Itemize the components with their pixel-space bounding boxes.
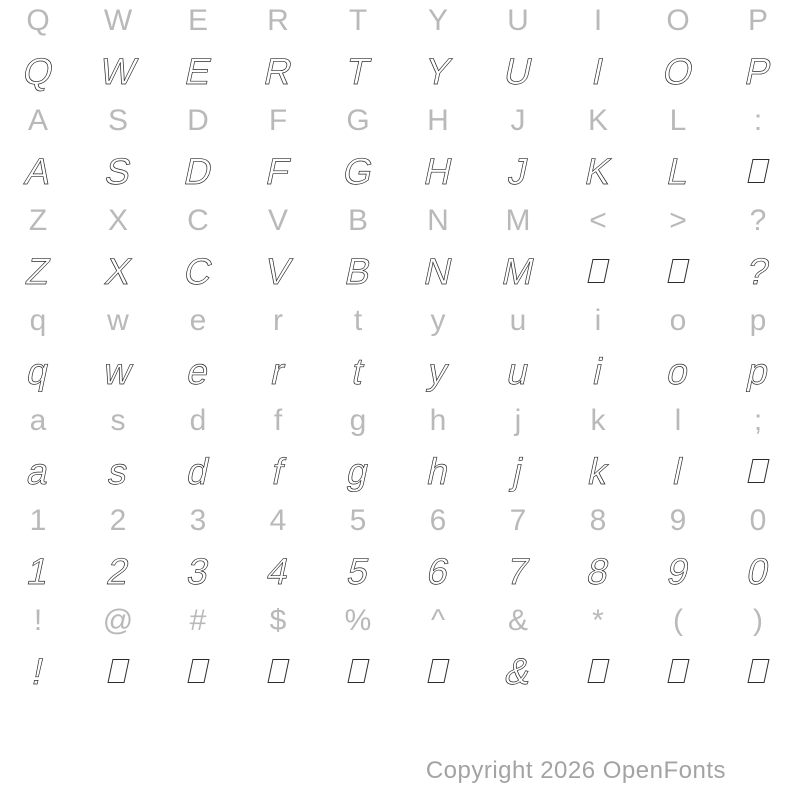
glyph-char: 3 — [183, 550, 213, 592]
glyph-cell — [0, 300, 78, 350]
glyph-cell — [398, 450, 478, 500]
glyph-char: u — [509, 304, 527, 337]
glyph-char: G — [339, 150, 377, 192]
glyph-cell — [718, 450, 798, 500]
glyph-char: O — [666, 4, 690, 37]
missing-glyph-box — [747, 459, 769, 483]
glyph-char: t — [348, 350, 368, 392]
glyph-cell — [238, 550, 318, 600]
glyph-char: # — [189, 604, 207, 637]
glyph-cell — [478, 150, 558, 200]
glyph-char: A — [27, 104, 48, 137]
glyph-char: ( — [673, 604, 683, 637]
glyph-char: p — [743, 350, 773, 392]
glyph-cell — [558, 300, 638, 350]
glyph-char: k — [584, 450, 612, 492]
glyph-char: 8 — [589, 504, 607, 537]
glyph-char: G — [346, 104, 370, 137]
glyph-cell — [478, 600, 558, 650]
glyph-cell — [638, 450, 718, 500]
glyph-cell — [718, 500, 798, 550]
glyph-char: P — [747, 4, 768, 37]
glyph-cell — [318, 450, 398, 500]
glyph-cell — [0, 500, 78, 550]
glyph-row-13-regular — [0, 600, 800, 650]
glyph-char: 7 — [509, 504, 527, 537]
glyph-cell — [718, 200, 798, 250]
glyph-char: y — [424, 350, 452, 392]
glyph-char: u — [503, 350, 533, 392]
glyph-cell — [238, 350, 318, 400]
glyph-cell — [78, 450, 158, 500]
glyph-char: 2 — [103, 550, 133, 592]
glyph-cell — [638, 550, 718, 600]
glyph-cell — [558, 500, 638, 550]
glyph-char: X — [101, 250, 135, 292]
glyph-cell — [638, 150, 718, 200]
glyph-cell — [398, 300, 478, 350]
glyph-char: y — [430, 304, 446, 337]
glyph-cell — [318, 250, 398, 300]
glyph-char: U — [500, 50, 536, 92]
glyph-char: E — [187, 4, 208, 37]
glyph-cell — [158, 100, 238, 150]
glyph-char: 4 — [269, 504, 287, 537]
glyph-cell — [158, 500, 238, 550]
missing-glyph-box — [427, 659, 449, 683]
glyph-cell — [558, 400, 638, 450]
glyph-char: k — [590, 404, 606, 437]
glyph-cell — [0, 150, 78, 200]
glyph-cell — [78, 650, 158, 700]
glyph-cell — [238, 0, 318, 50]
glyph-cell — [238, 250, 318, 300]
glyph-cell — [158, 650, 238, 700]
glyph-char: M — [505, 204, 531, 237]
glyph-row-8-italic — [0, 350, 800, 400]
glyph-char: 6 — [423, 550, 453, 592]
glyph-char: 4 — [263, 550, 293, 592]
glyph-char: g — [349, 404, 367, 437]
glyph-char: 6 — [429, 504, 447, 537]
glyph-char: i — [589, 350, 607, 392]
glyph-cell — [638, 300, 718, 350]
glyph-cell — [318, 550, 398, 600]
glyph-cell — [478, 0, 558, 50]
glyph-cell — [718, 100, 798, 150]
glyph-cell — [398, 150, 478, 200]
glyph-char: w — [100, 350, 136, 392]
glyph-char: X — [107, 204, 128, 237]
glyph-cell — [238, 500, 318, 550]
glyph-char: 9 — [669, 504, 687, 537]
glyph-cell — [718, 600, 798, 650]
glyph-char: & — [501, 650, 535, 692]
glyph-cell — [318, 200, 398, 250]
glyph-cell — [318, 350, 398, 400]
glyph-cell — [478, 350, 558, 400]
glyph-char: I — [593, 4, 603, 37]
glyph-char: : — [753, 104, 763, 137]
glyph-cell — [158, 250, 238, 300]
glyph-char: L — [663, 150, 693, 192]
glyph-char: r — [273, 304, 283, 337]
glyph-char: s — [110, 404, 126, 437]
glyph-cell — [0, 0, 78, 50]
glyph-char: ! — [28, 650, 48, 692]
glyph-char: ? — [743, 250, 773, 292]
glyph-row-14-italic — [0, 650, 800, 700]
glyph-cell — [318, 300, 398, 350]
glyph-cell — [398, 0, 478, 50]
glyph-cell — [238, 100, 318, 150]
glyph-char: Q — [26, 4, 50, 37]
glyph-char: D — [187, 104, 209, 137]
glyph-char: o — [663, 350, 693, 392]
glyph-cell — [558, 550, 638, 600]
glyph-char: ? — [749, 204, 767, 237]
glyph-cell — [78, 300, 158, 350]
glyph-char: H — [427, 104, 449, 137]
glyph-char: s — [104, 450, 132, 492]
glyph-cell — [238, 50, 318, 100]
glyph-char: ^ — [430, 604, 446, 637]
glyph-cell — [638, 250, 718, 300]
glyph-char: J — [510, 104, 526, 137]
glyph-cell — [0, 50, 78, 100]
glyph-char: J — [504, 150, 532, 192]
glyph-cell — [558, 600, 638, 650]
glyph-cell — [78, 100, 158, 150]
glyph-cell — [238, 150, 318, 200]
glyph-cell — [638, 200, 718, 250]
glyph-char: S — [107, 104, 128, 137]
glyph-char: < — [589, 204, 607, 237]
glyph-char: W — [103, 4, 133, 37]
glyph-char: h — [429, 404, 447, 437]
glyph-char: f — [268, 450, 288, 492]
glyph-cell — [0, 550, 78, 600]
glyph-cell — [718, 400, 798, 450]
glyph-cell — [78, 400, 158, 450]
glyph-row-2-italic — [0, 50, 800, 100]
glyph-char: t — [353, 304, 363, 337]
glyph-char: % — [344, 604, 372, 637]
glyph-cell — [158, 50, 238, 100]
glyph-char: Y — [421, 50, 455, 92]
missing-glyph-box — [347, 659, 369, 683]
glyph-char: B — [341, 250, 375, 292]
glyph-cell — [318, 150, 398, 200]
glyph-cell — [238, 400, 318, 450]
glyph-cell — [78, 50, 158, 100]
glyph-cell — [558, 50, 638, 100]
glyph-char: 1 — [29, 504, 47, 537]
glyph-row-9-regular — [0, 400, 800, 450]
missing-glyph-box — [587, 259, 609, 283]
glyph-char: F — [262, 150, 294, 192]
glyph-char: C — [187, 204, 209, 237]
glyph-cell — [638, 50, 718, 100]
glyph-row-6-italic — [0, 250, 800, 300]
missing-glyph-box — [667, 659, 689, 683]
glyph-cell — [558, 200, 638, 250]
glyph-char: Z — [22, 250, 54, 292]
glyph-char: 3 — [189, 504, 207, 537]
glyph-cell — [318, 500, 398, 550]
glyph-cell — [318, 0, 398, 50]
glyph-cell — [238, 200, 318, 250]
glyph-cell — [718, 250, 798, 300]
glyph-char: d — [189, 404, 207, 437]
glyph-cell — [318, 650, 398, 700]
glyph-char: 0 — [743, 550, 773, 592]
glyph-cell — [0, 600, 78, 650]
glyph-row-11-regular — [0, 500, 800, 550]
glyph-cell — [478, 550, 558, 600]
glyph-char: Z — [28, 204, 48, 237]
glyph-char: j — [514, 404, 522, 437]
glyph-row-4-italic — [0, 150, 800, 200]
glyph-cell — [158, 200, 238, 250]
glyph-char: T — [348, 4, 368, 37]
glyph-char: q — [23, 350, 53, 392]
glyph-char: e — [189, 304, 207, 337]
glyph-char: e — [183, 350, 213, 392]
glyph-char: Y — [427, 4, 448, 37]
glyph-char: T — [342, 50, 374, 92]
glyph-cell — [558, 0, 638, 50]
glyph-cell — [398, 400, 478, 450]
glyph-row-12-italic — [0, 550, 800, 600]
glyph-cell — [0, 450, 78, 500]
glyph-char: 8 — [583, 550, 613, 592]
glyph-char: F — [268, 104, 288, 137]
glyph-cell — [638, 400, 718, 450]
glyph-char: U — [507, 4, 529, 37]
glyph-char: I — [588, 50, 608, 92]
glyph-cell — [638, 500, 718, 550]
glyph-cell — [78, 350, 158, 400]
glyph-cell — [558, 350, 638, 400]
missing-glyph-box — [267, 659, 289, 683]
glyph-cell — [0, 350, 78, 400]
glyph-cell — [0, 250, 78, 300]
glyph-cell — [238, 600, 318, 650]
glyph-char: V — [267, 204, 288, 237]
glyph-cell — [398, 600, 478, 650]
glyph-char: 9 — [663, 550, 693, 592]
glyph-cell — [158, 0, 238, 50]
glyph-char: w — [107, 304, 129, 337]
glyph-cell — [638, 350, 718, 400]
glyph-char: d — [183, 450, 213, 492]
glyph-char: K — [581, 150, 615, 192]
glyph-char: q — [29, 304, 47, 337]
glyph-cell — [398, 650, 478, 700]
glyph-char: ; — [753, 404, 763, 437]
glyph-cell — [558, 250, 638, 300]
glyph-cell — [238, 650, 318, 700]
missing-glyph-box — [107, 659, 129, 683]
glyph-cell — [478, 450, 558, 500]
glyph-cell — [478, 200, 558, 250]
glyph-char: S — [101, 150, 135, 192]
glyph-char: A — [21, 150, 55, 192]
glyph-char: i — [594, 304, 602, 337]
copyright-text: Copyright 2026 OpenFonts — [425, 757, 726, 784]
glyph-char: 5 — [349, 504, 367, 537]
glyph-cell — [0, 650, 78, 700]
glyph-char: & — [507, 604, 528, 637]
glyph-cell — [398, 500, 478, 550]
glyph-cell — [238, 450, 318, 500]
glyph-char: ) — [753, 604, 763, 637]
missing-glyph-box — [187, 659, 209, 683]
missing-glyph-box — [747, 659, 769, 683]
glyph-cell — [558, 650, 638, 700]
glyph-char: 2 — [109, 504, 127, 537]
missing-glyph-box — [667, 259, 689, 283]
glyph-char: N — [427, 204, 449, 237]
glyph-cell — [158, 450, 238, 500]
glyph-cell — [638, 600, 718, 650]
glyph-cell — [78, 550, 158, 600]
glyph-cell — [398, 250, 478, 300]
glyph-cell — [398, 350, 478, 400]
glyph-cell — [398, 550, 478, 600]
glyph-cell — [478, 100, 558, 150]
glyph-cell — [478, 650, 558, 700]
glyph-cell — [78, 0, 158, 50]
glyph-char: O — [659, 50, 697, 92]
glyph-char: > — [669, 204, 687, 237]
glyph-char: o — [669, 304, 687, 337]
glyph-char: a — [23, 450, 53, 492]
glyph-char: 7 — [503, 550, 533, 592]
glyph-char: r — [267, 350, 289, 392]
glyph-char: l — [669, 450, 687, 492]
glyph-cell — [0, 400, 78, 450]
glyph-cell — [398, 50, 478, 100]
glyph-char: D — [180, 150, 216, 192]
glyph-cell — [158, 550, 238, 600]
glyph-cell — [78, 200, 158, 250]
glyph-char: B — [347, 204, 368, 237]
glyph-cell — [718, 350, 798, 400]
glyph-cell — [478, 50, 558, 100]
glyph-cell — [478, 500, 558, 550]
glyph-cell — [78, 250, 158, 300]
glyph-char: 0 — [749, 504, 767, 537]
glyph-cell — [718, 300, 798, 350]
glyph-cell — [318, 100, 398, 150]
glyph-char: C — [180, 250, 216, 292]
glyph-cell — [0, 200, 78, 250]
glyph-char: l — [674, 404, 682, 437]
glyph-char: H — [420, 150, 456, 192]
glyph-cell — [638, 0, 718, 50]
glyph-char: * — [592, 604, 604, 637]
glyph-char: N — [420, 250, 456, 292]
glyph-char: @ — [102, 604, 134, 637]
glyph-char: V — [261, 250, 295, 292]
glyph-char: p — [749, 304, 767, 337]
glyph-char: h — [423, 450, 453, 492]
glyph-char: E — [181, 50, 215, 92]
glyph-char: R — [260, 50, 296, 92]
glyph-char: j — [509, 450, 527, 492]
glyph-char: L — [669, 104, 687, 137]
glyph-cell — [638, 650, 718, 700]
glyph-char: a — [29, 404, 47, 437]
glyph-cell — [78, 600, 158, 650]
glyph-cell — [158, 400, 238, 450]
glyph-cell — [718, 0, 798, 50]
glyph-cell — [158, 150, 238, 200]
glyph-char: 5 — [343, 550, 373, 592]
glyph-cell — [558, 100, 638, 150]
glyph-cell — [318, 600, 398, 650]
glyph-cell — [718, 50, 798, 100]
glyph-char: ! — [33, 604, 43, 637]
missing-glyph-box — [587, 659, 609, 683]
glyph-char: K — [587, 104, 608, 137]
glyph-cell — [158, 300, 238, 350]
glyph-cell — [718, 650, 798, 700]
glyph-row-1-regular — [0, 0, 800, 50]
glyph-char: W — [96, 50, 140, 92]
glyph-cell — [0, 100, 78, 150]
glyph-char: $ — [269, 604, 287, 637]
glyph-cell — [718, 550, 798, 600]
glyph-cell — [78, 500, 158, 550]
glyph-row-3-regular — [0, 100, 800, 150]
glyph-char: R — [267, 4, 289, 37]
glyph-cell — [318, 400, 398, 450]
glyph-cell — [638, 100, 718, 150]
glyph-char: 1 — [23, 550, 53, 592]
glyph-cell — [78, 150, 158, 200]
glyph-char: f — [273, 404, 283, 437]
glyph-cell — [398, 200, 478, 250]
glyph-cell — [398, 100, 478, 150]
glyph-cell — [478, 300, 558, 350]
glyph-char: M — [498, 250, 538, 292]
glyph-char: Q — [19, 50, 57, 92]
glyph-row-7-regular — [0, 300, 800, 350]
glyph-cell — [558, 450, 638, 500]
glyph-char: P — [741, 50, 775, 92]
glyph-cell — [318, 50, 398, 100]
glyph-row-10-italic — [0, 450, 800, 500]
glyph-cell — [558, 150, 638, 200]
glyph-cell — [158, 350, 238, 400]
glyph-cell — [238, 300, 318, 350]
glyph-cell — [478, 250, 558, 300]
glyph-cell — [158, 600, 238, 650]
glyph-row-5-regular — [0, 200, 800, 250]
glyph-cell — [718, 150, 798, 200]
glyph-cell — [478, 400, 558, 450]
missing-glyph-box — [747, 159, 769, 183]
glyph-char: g — [343, 450, 373, 492]
